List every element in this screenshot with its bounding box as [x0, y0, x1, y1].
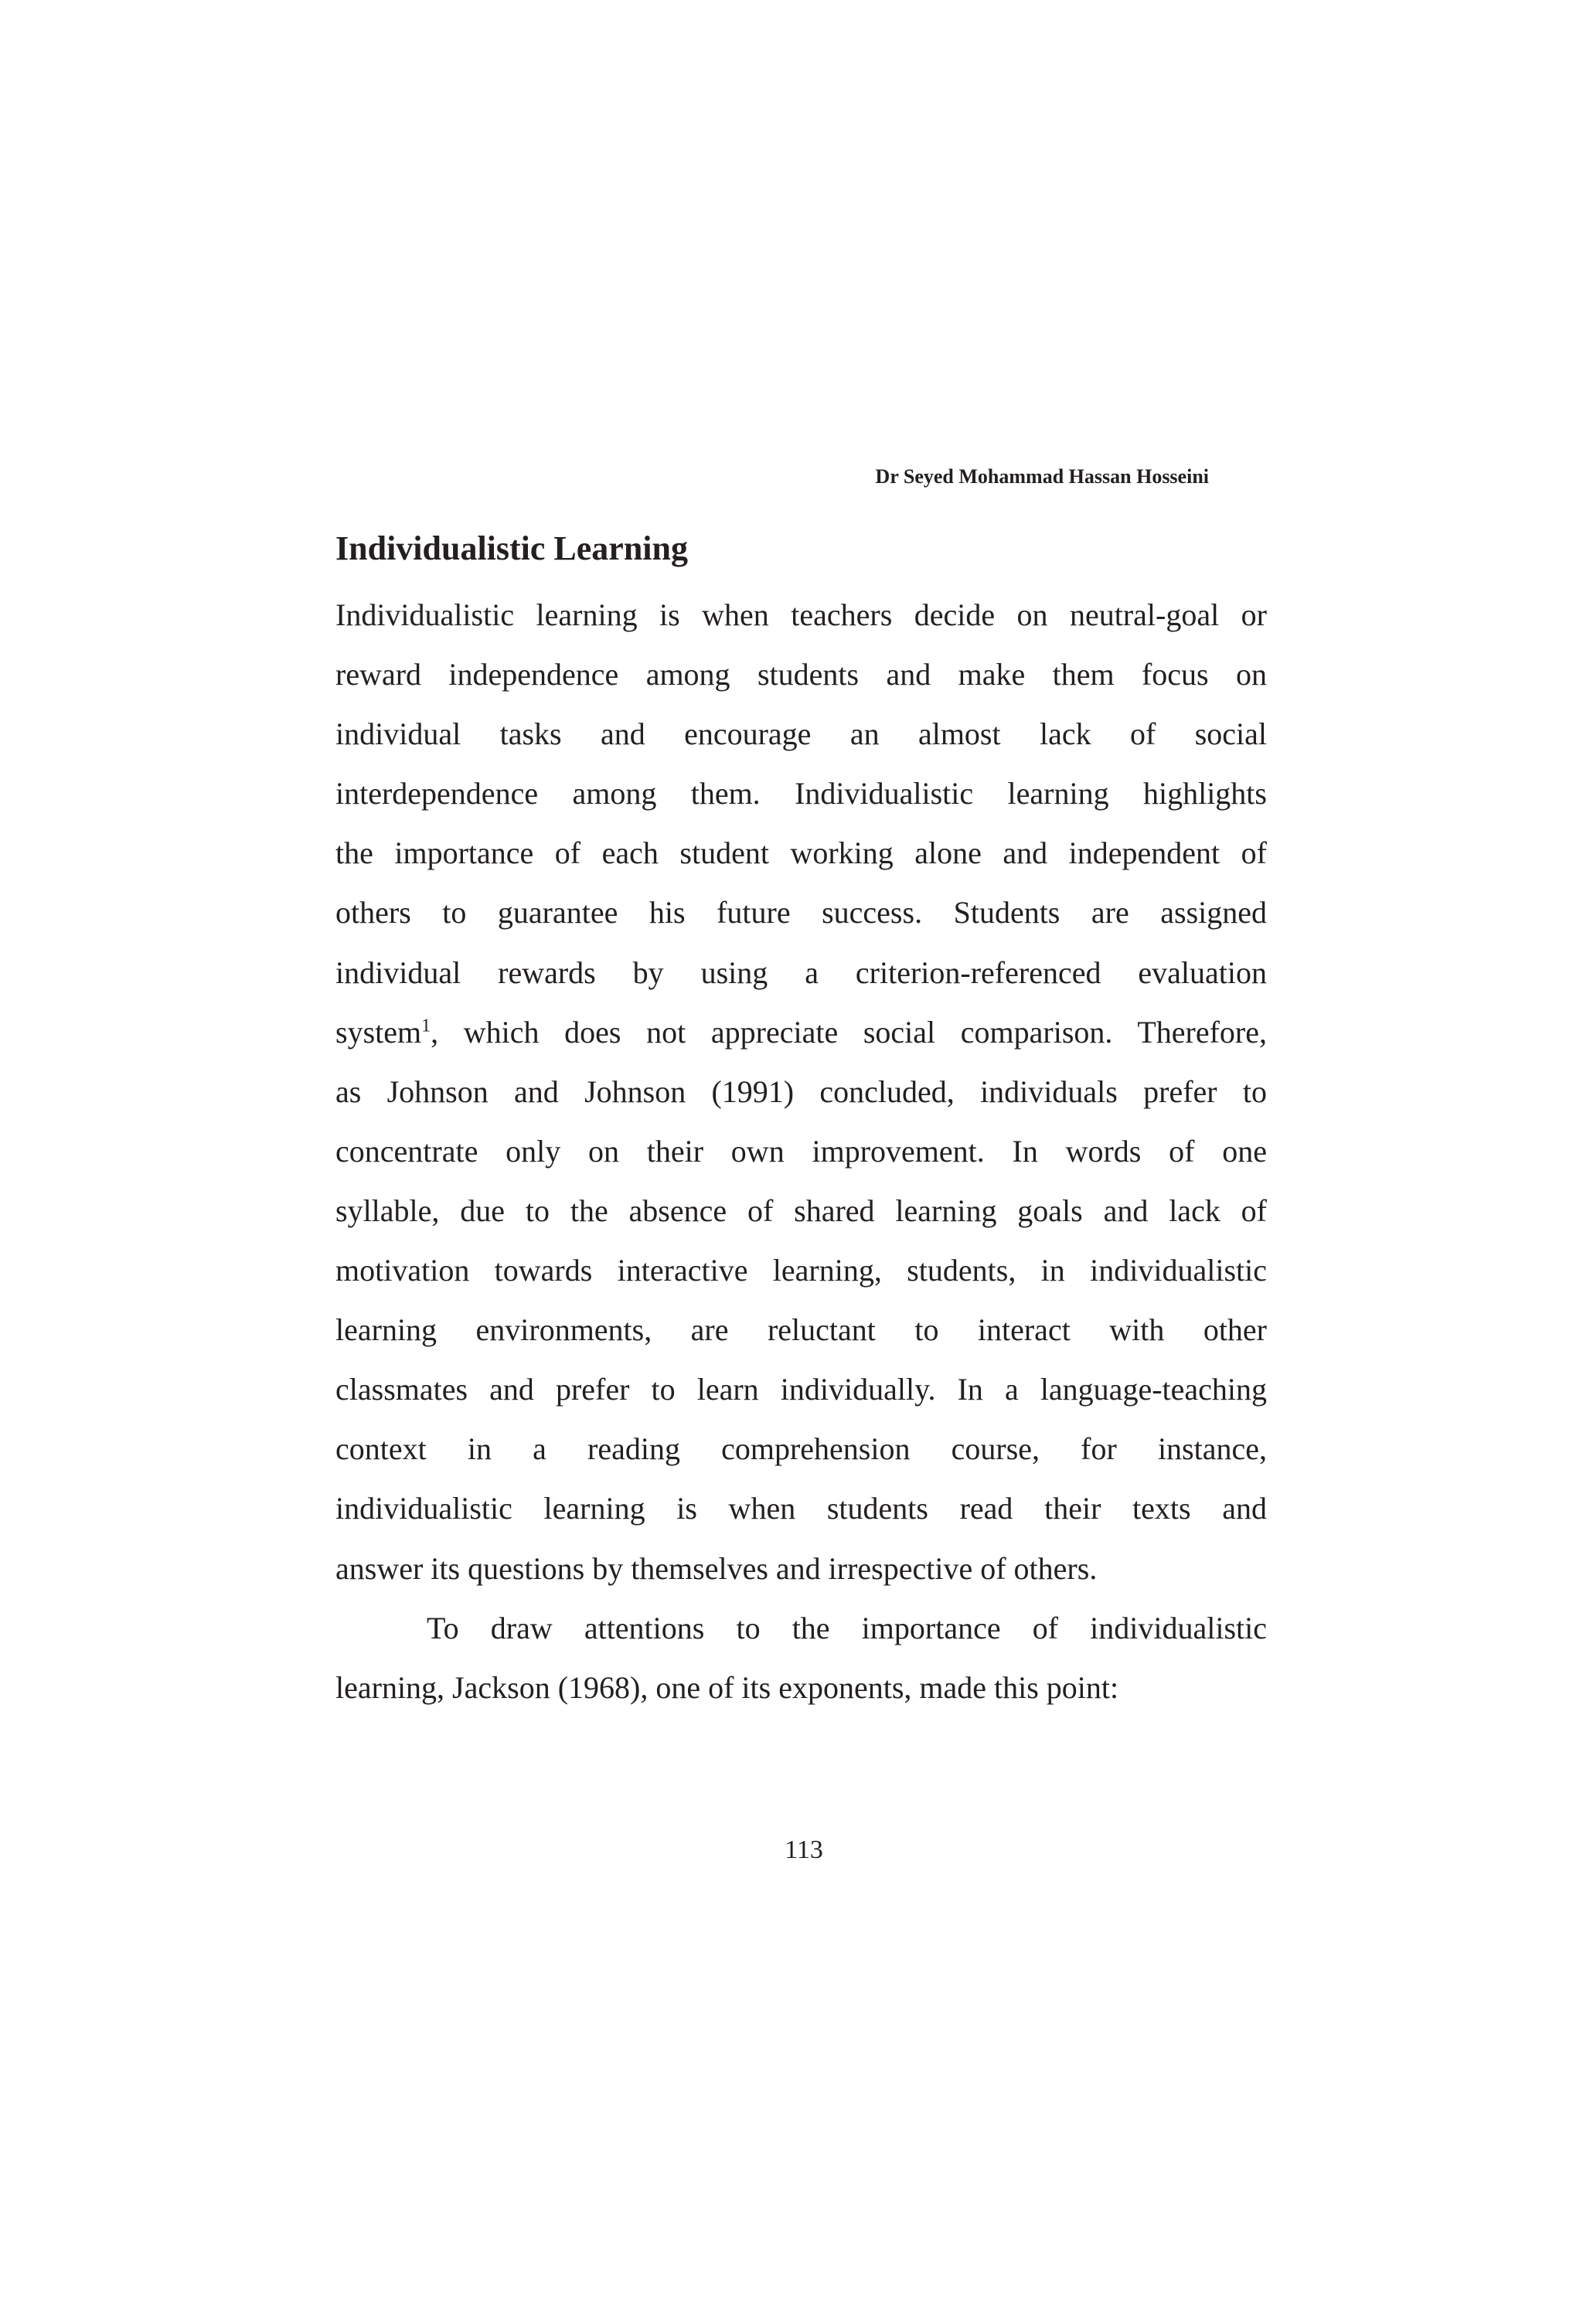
section-heading: Individualistic Learning: [335, 529, 689, 567]
text-line: others to guarantee his future success. Students are assigned: [335, 895, 1267, 931]
text-line: concentrate only on their own improvement. In words of one: [335, 1133, 1267, 1169]
text-line: the importance of each student working alone and independent of: [335, 835, 1267, 871]
paragraph-2: [335, 1604, 1267, 1723]
text-line: individual tasks and encourage an almost lack of social: [335, 716, 1267, 752]
body-text: [335, 590, 1267, 1723]
text-line: learning environments, are reluctant to interact with other: [335, 1312, 1267, 1348]
footnote-marker: 1: [421, 1016, 431, 1036]
text-line: interdependence among them. Individualistic learning highlights: [335, 776, 1267, 812]
text-line: answer its questions by themselves and irrespective of others.: [335, 1550, 1098, 1586]
text-line: motivation towards interactive learning, students, in individualistic: [335, 1253, 1267, 1288]
text-line: reward independence among students and make them focus on: [335, 657, 1267, 692]
text-line: To draw attentions to the importance of individualistic: [427, 1610, 1267, 1645]
text-line: syllable, due to the absence of shared learning goals and lack of: [335, 1193, 1267, 1228]
text-fragment: , which does not appreciate social comparison. Therefore,: [431, 1014, 1267, 1050]
running-header-author: Dr Seyed Mohammad Hassan Hosseini: [875, 465, 1209, 488]
text-line: individual rewards by using a criterion-referenced evaluation: [335, 954, 1267, 990]
text-line: Individualistic learning is when teachers decide on neutral-goal or: [335, 597, 1267, 632]
page-number: 113: [785, 1836, 823, 1864]
text-line: classmates and prefer to learn individually. In a language-teaching: [335, 1372, 1267, 1407]
text-fragment: system: [335, 1014, 422, 1050]
text-line-with-footnote: [335, 1008, 1267, 1067]
text-line: learning, Jackson (1968), one of its exponents, made this point:: [335, 1669, 1119, 1705]
text-line: as Johnson and Johnson (1991) concluded, individuals prefer to: [335, 1074, 1267, 1109]
text-line: context in a reading comprehension course, for instance,: [335, 1431, 1267, 1467]
text-line: individualistic learning is when students read their texts and: [335, 1491, 1267, 1526]
paragraph-1: [335, 590, 1267, 1604]
